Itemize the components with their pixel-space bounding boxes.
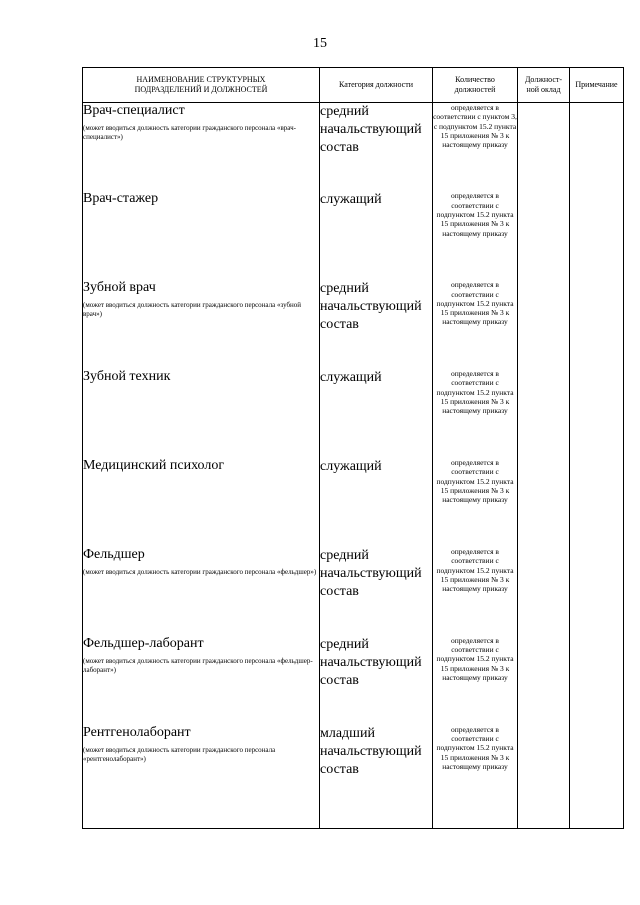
position-cell <box>83 636 320 725</box>
table-row <box>83 547 624 636</box>
header-note: Примечание <box>570 68 624 103</box>
salary-cell <box>518 103 570 192</box>
remark-cell <box>570 458 624 547</box>
header-quantity: Количество должностей <box>433 68 518 103</box>
page-number: 15 <box>313 36 327 51</box>
position-cell <box>83 725 320 829</box>
header-category: Категория должности <box>320 68 433 103</box>
category-cell: средний начальствующий состав <box>320 103 433 192</box>
position-note: (может вводиться должность категории гражданского персонала «фельдшер») <box>83 567 317 576</box>
salary-cell <box>518 369 570 458</box>
salary-cell <box>518 458 570 547</box>
category-cell: средний начальствующий состав <box>320 636 433 725</box>
table-row <box>83 191 624 280</box>
remark-cell <box>570 547 624 636</box>
salary-cell <box>518 280 570 369</box>
position-note: (может вводиться должность категории гражданского персонала «зубной врач») <box>83 301 302 319</box>
position-note: (может вводиться должность категории гражданского персонала «врач-специалист») <box>83 124 296 141</box>
quantity-cell: определяется в соответствии с подпунктом 15.2 пункта 15 приложения № 3 к настоящему приказу <box>433 547 518 636</box>
position-note: (может вводиться должность категории гражданского персонала «рентгенолаборант») <box>83 745 276 763</box>
table-row <box>83 725 624 829</box>
position-title: Зубной врач <box>83 280 156 296</box>
category-cell: средний начальствующий состав <box>320 547 433 636</box>
position-title: Зубной техник <box>83 369 171 385</box>
salary-cell <box>518 191 570 280</box>
quantity-cell: определяется в соответствии с подпунктом 15.2 пункта 15 приложения № 3 к настоящему приказу <box>433 280 518 369</box>
quantity-cell: определяется в соответствии с подпунктом 15.2 пункта 15 приложения № 3 к настоящему приказу <box>433 369 518 458</box>
remark-cell <box>570 369 624 458</box>
remark-cell <box>570 191 624 280</box>
table-row <box>83 369 624 458</box>
category-cell: служащий <box>320 369 433 458</box>
header-salary: Должност-ной оклад <box>518 68 570 103</box>
position-title: Врач-специалист <box>83 103 185 118</box>
quantity-cell: определяется в соответствии с подпунктом 15.2 пункта 15 приложения № 3 к настоящему приказу <box>433 458 518 547</box>
table-row <box>83 103 624 192</box>
quantity-cell: определяется в соответствии с подпунктом 15.2 пункта 15 приложения № 3 к настоящему приказу <box>433 191 518 280</box>
staffing-table <box>82 67 624 829</box>
position-cell <box>83 280 320 369</box>
remark-cell <box>570 636 624 725</box>
position-title: Фельдшер <box>83 546 145 562</box>
position-cell <box>83 547 320 636</box>
position-cell <box>83 103 320 192</box>
position-title: Врач-стажер <box>83 191 159 207</box>
category-cell: младший начальствующий состав <box>320 725 433 829</box>
position-title: Рентгенолаборант <box>83 724 191 740</box>
salary-cell <box>518 725 570 829</box>
remark-cell <box>570 725 624 829</box>
salary-cell <box>518 547 570 636</box>
table-header-row <box>83 68 624 103</box>
table-row <box>83 458 624 547</box>
quantity-cell: определяется в соответствии с подпунктом 15.2 пункта 15 приложения № 3 к настоящему приказу <box>433 636 518 725</box>
category-cell: средний начальствующий состав <box>320 280 433 369</box>
position-title: Медицинский психолог <box>83 458 225 474</box>
table-row <box>83 280 624 369</box>
salary-cell <box>518 636 570 725</box>
position-cell <box>83 191 320 280</box>
header-name: НАИМЕНОВАНИЕ СТРУКТУРНЫХ ПОДРАЗДЕЛЕНИЙ И ДОЛЖНОСТЕЙ <box>83 68 320 103</box>
table-body <box>83 103 624 829</box>
remark-cell <box>570 103 624 192</box>
category-cell: служащий <box>320 458 433 547</box>
position-cell <box>83 458 320 547</box>
position-cell <box>83 369 320 458</box>
table-row <box>83 636 624 725</box>
position-note: (может вводиться должность категории гражданского персонала «фельдшер-лаборант») <box>83 656 313 674</box>
quantity-cell: определяется в соответствии с пунктом 3, с подпунктом 15.2 пункта 15 приложения № 3 к настоящему приказу <box>433 103 518 192</box>
position-title: Фельдшер-лаборант <box>83 635 204 651</box>
quantity-cell: определяется в соответствии с подпунктом 15.2 пункта 15 приложения № 3 к настоящему приказу <box>433 725 518 829</box>
remark-cell <box>570 280 624 369</box>
category-cell: служащий <box>320 191 433 280</box>
